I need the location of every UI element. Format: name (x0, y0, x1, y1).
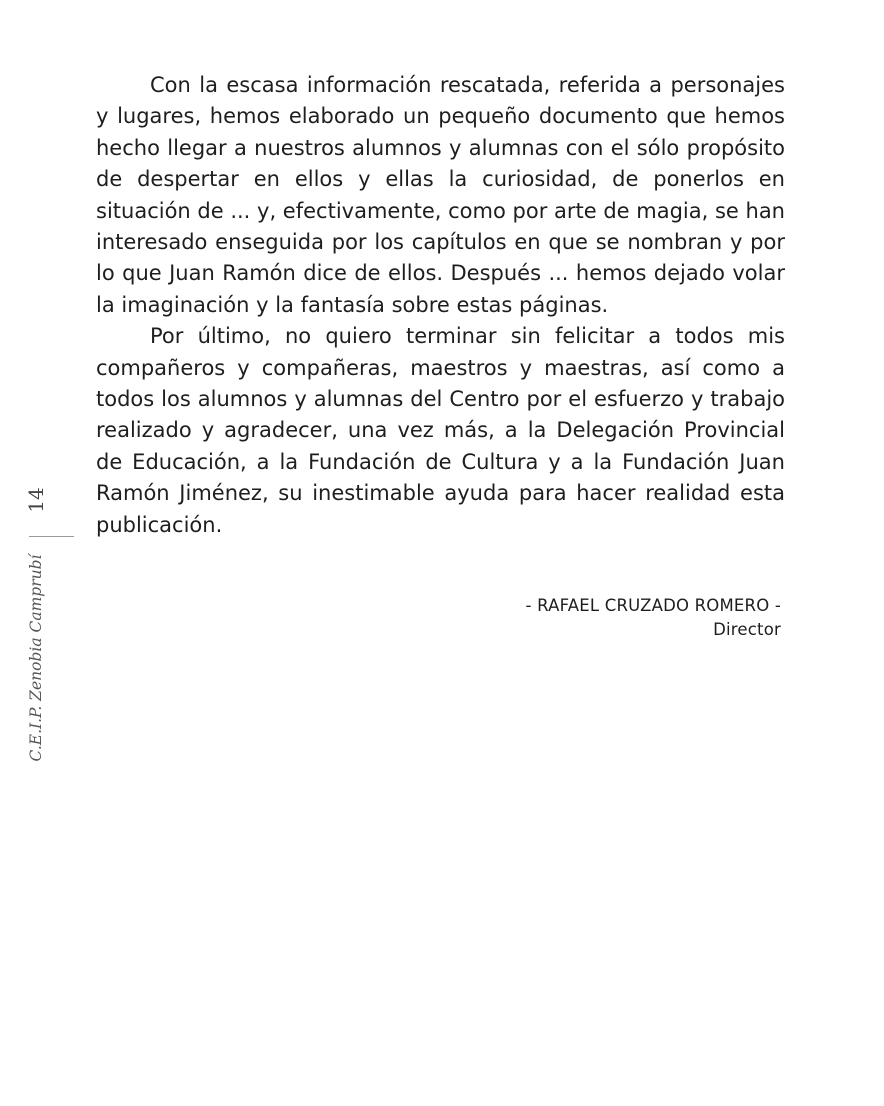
signature-name: - RAFAEL CRUZADO ROMERO - (525, 596, 781, 615)
paragraph-1: Con la escasa información rescatada, referida a personajes y lugares, hemos elaborado un pequeño documento que hemos hecho llegar a nuestros alumnos y alumnas con el sólo propósito de despertar en ellos y ellas la curiosidad, de ponerlos en situación de ... y, efectivamente, como por arte de magia, se han interesado enseguida por los capítulos en que se nombran y por lo que Juan Ramón dice de ellos. Después ... hemos dejado volar la imaginación y la fantasía sobre estas páginas. (96, 73, 785, 317)
margin-divider (29, 536, 74, 537)
signature-block (526, 594, 781, 642)
page-number: 14 (24, 487, 48, 513)
body-text (96, 70, 785, 541)
school-name: C.E.I.P. Zenobia Camprubí (27, 554, 45, 762)
paragraph-2: Por último, no quiero terminar sin felicitar a todos mis compañeros y compañeras, maestros y maestras, así como a todos los alumnos y alumnas del Centro por el esfuerzo y trabajo realizado y agradecer, una vez más, a la Delegación Provincial de Educación, a la Fundación de Cultura y a la Fundación Juan Ramón Jiménez, su inestimable ayuda para hacer realidad esta publicación. (96, 324, 785, 537)
signature-role: Director (713, 620, 781, 639)
